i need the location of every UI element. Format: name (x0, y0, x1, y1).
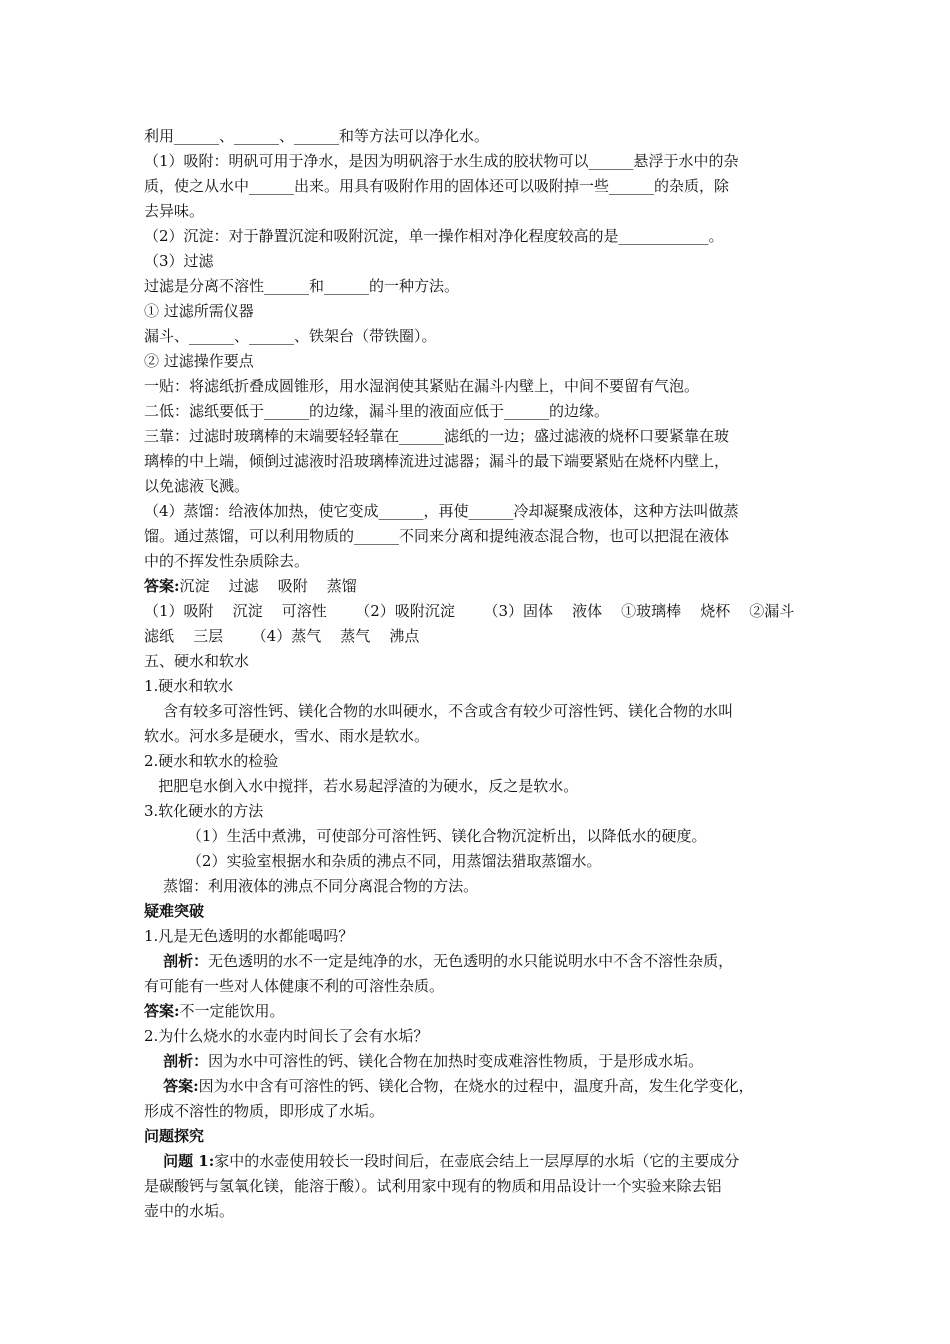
subheading: 3.软化硬水的方法 (144, 802, 264, 820)
text-line: 软水。河水多是硬水，雪水、雨水是软水。 (144, 727, 430, 745)
problem-line (144, 1150, 739, 1172)
analysis-line (144, 1050, 703, 1072)
answer-text: 因为水中含有可溶性的钙、镁化合物，在烧水的过程中，温度升高，发生化学变化， (198, 1077, 754, 1095)
difficult-title: 疑难突破 (144, 902, 205, 920)
text-line: （4）蒸馏：给液体加热，使它变成______，再使______冷却凝聚成液体，这种方法叫做蒸 (144, 502, 739, 520)
text-line: 以免滤液飞溅。 (144, 477, 250, 495)
section-heading: 五、硬水和软水 (144, 652, 250, 670)
text-line: （3）过滤 (144, 252, 214, 270)
text-line: （2）沉淀：对于静置沉淀和吸附沉淀，单一操作相对净化程度较高的是____________。 (144, 227, 724, 245)
text-line: 质，使之从水中______出来。用具有吸附作用的固体还可以吸附掉一些______的杂质，除 (144, 177, 730, 195)
text-line: 利用______、______、______和等方法可以净化水。 (144, 127, 490, 145)
answer-label: 答案: (163, 1077, 199, 1095)
analysis-label: 剖析： (163, 952, 209, 970)
text-line: 馏。通过蒸馏，可以利用物质的______不同来分离和提纯液态混合物，也可以把混在液体 (144, 527, 730, 545)
problem-text: 家中的水壶使用较长一段时间后，在壶底会结上一层厚厚的水垢（它的主要成分 (214, 1152, 740, 1170)
answer-line (144, 1075, 754, 1097)
inquiry-title: 问题探究 (144, 1127, 205, 1145)
answer-label: 答案: (144, 1002, 180, 1020)
text-line: 把肥皂水倒入水中搅拌，若水易起浮渣的为硬水，反之是软水。 (144, 777, 579, 795)
answer-line: 形成不溶性的物质，即形成了水垢。 (144, 1102, 385, 1120)
text-line: 含有较多可溶性钙、镁化合物的水叫硬水，不含或含有较少可溶性钙、镁化合物的水叫 (144, 702, 734, 720)
subheading: 2.硬水和软水的检验 (144, 752, 279, 770)
answer-text: 沉淀 过滤 吸附 蒸馏 (179, 577, 357, 595)
subheading: 1.硬水和软水 (144, 677, 234, 695)
answer-line: 滤纸 三层 （4）蒸气 蒸气 沸点 (144, 627, 420, 645)
question: 2.为什么烧水的水壶内时间长了会有水垢？ (144, 1027, 429, 1045)
text-line: 二低：滤纸要低于______的边缘，漏斗里的液面应低于______的边缘。 (144, 402, 610, 420)
analysis-line: 有可能有一些对人体健康不利的可溶性杂质。 (144, 977, 445, 995)
analysis-label: 剖析： (163, 1052, 209, 1070)
answer-label: 答案: (144, 577, 180, 595)
text-line: （1）生活中煮沸，可使部分可溶性钙、镁化合物沉淀析出，以降低水的硬度。 (144, 827, 707, 845)
question: 1.凡是无色透明的水都能喝吗？ (144, 927, 354, 945)
text-line: 璃棒的中上端，倾倒过滤液时沿玻璃棒流进过滤器；漏斗的最下端要紧贴在烧杯内壁上， (144, 452, 730, 470)
answer-text: 不一定能饮用。 (179, 1002, 285, 1020)
text-line: （1）吸附：明矾可用于净水，是因为明矾溶于水生成的胶状物可以______悬浮于水中的杂 (144, 152, 739, 170)
answer-line: （1）吸附 沉淀 可溶性 （2）吸附沉淀 （3）固体 液体 ①玻璃棒 烧杯 ②漏斗 (144, 602, 795, 620)
text-line: 蒸馏：利用液体的沸点不同分离混合物的方法。 (144, 877, 479, 895)
text-line: ① 过滤所需仪器 (144, 302, 254, 320)
text-line: 三靠：过滤时玻璃棒的末端要轻轻靠在______滤纸的一边；盛过滤液的烧杯口要紧靠在玻 (144, 427, 730, 445)
text-line: ② 过滤操作要点 (144, 352, 254, 370)
text-line: 过滤是分离不溶性______和______的一种方法。 (144, 277, 460, 295)
text-line: （2）实验室根据水和杂质的沸点不同，用蒸馏法猎取蒸馏水。 (144, 852, 602, 870)
text-line: 中的不挥发性杂质除去。 (144, 552, 310, 570)
text-line: 漏斗、______、______、铁架台（带铁圈）。 (144, 327, 437, 345)
analysis-text: 无色透明的水不一定是纯净的水，无色透明的水只能说明水中不含不溶性杂质， (208, 952, 734, 970)
answer-line (144, 575, 357, 597)
text-line: 一贴：将滤纸折叠成圆锥形，用水湿润使其紧贴在漏斗内壁上，中间不要留有气泡。 (144, 377, 700, 395)
analysis-text: 因为水中可溶性的钙、镁化合物在加热时变成难溶性物质，于是形成水垢。 (208, 1052, 704, 1070)
problem-line: 是碳酸钙与氢氧化镁，能溶于酸）。试利用家中现有的物质和用品设计一个实验来除去铝 (144, 1177, 722, 1195)
text-line: 去异味。 (144, 202, 205, 220)
answer-line (144, 1000, 285, 1022)
analysis-line (144, 950, 733, 972)
problem-label: 问题 1: (163, 1152, 215, 1170)
problem-line: 壶中的水垢。 (144, 1202, 235, 1220)
